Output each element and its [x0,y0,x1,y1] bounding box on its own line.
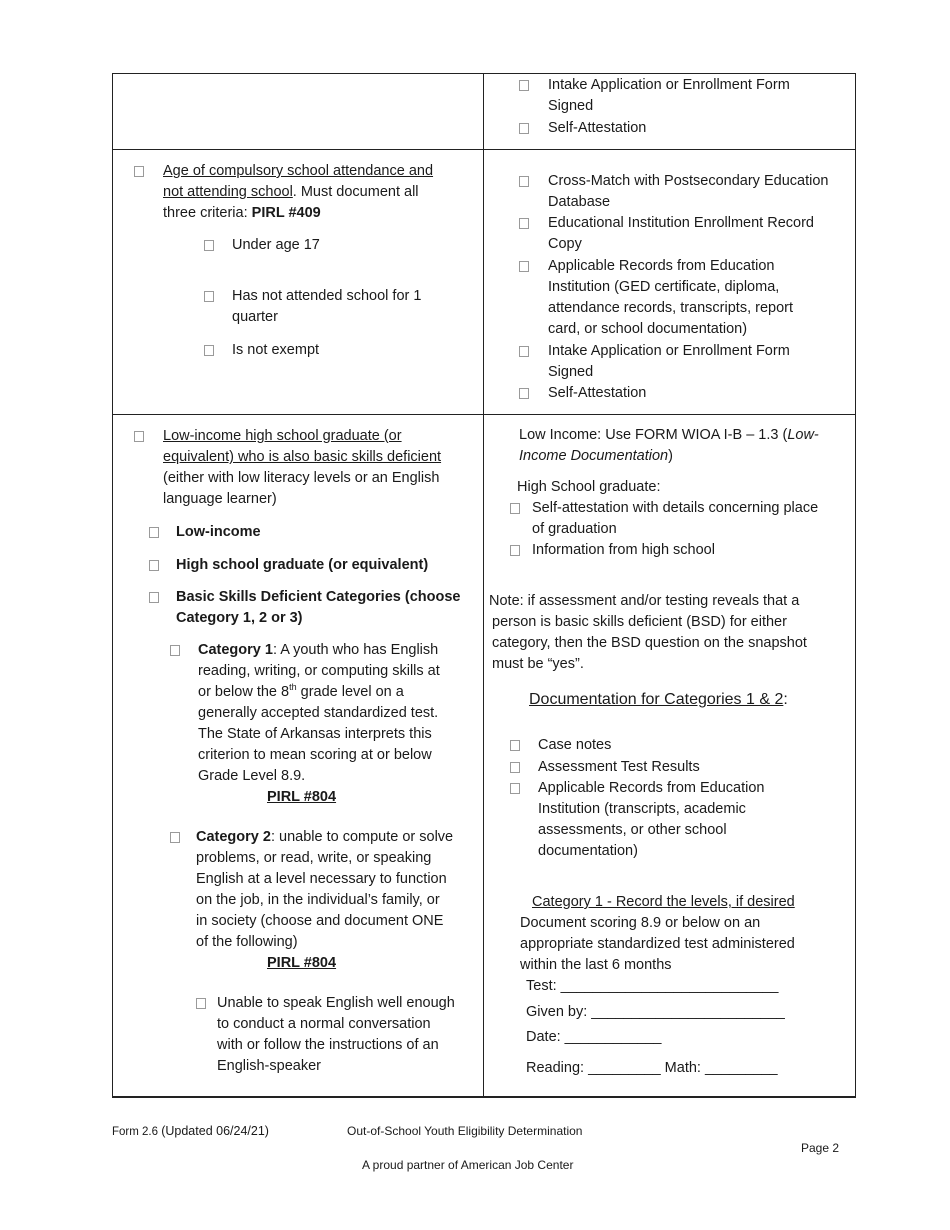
criterion-heading: equivalent) who is also basic skills deficient [163,449,442,465]
checkbox[interactable] [519,388,529,399]
checkbox[interactable] [510,503,520,514]
doc-item-text: Institution (GED certificate, diploma, [548,279,780,295]
criterion-text: Has not attended school for 1 [232,288,422,304]
record-text: within the last 6 months [520,957,672,973]
category-1-record-heading: Category 1 - Record the levels, if desired [532,894,795,910]
checkbox[interactable] [519,218,529,229]
record-text: appropriate standardized test administered [520,936,795,952]
category-1-text: or below the 8th grade level on a [198,682,404,700]
record-text: Document scoring 8.9 or below on an [520,915,761,931]
checkbox[interactable] [204,240,214,251]
low-income-label: Low-income [176,524,261,540]
checkbox[interactable] [510,545,520,556]
category-1-text: Category 1: A youth who has English [198,642,439,658]
category-1-text: The State of Arkansas interprets this [198,726,432,742]
category-1-text: generally accepted standardized test. [198,705,439,721]
given-by-field[interactable]: Given by: ________________________ [526,1004,785,1020]
category-2-text: of the following) [196,934,298,950]
column-divider [483,73,484,1097]
note-text: must be “yes”. [492,656,584,672]
sub-option-text: with or follow the instructions of an [217,1037,439,1053]
doc-item-text: Educational Institution Enrollment Record [548,215,814,231]
checkbox[interactable] [510,740,520,751]
form-number: Form 2.6 (Updated 06/24/21) [112,1124,269,1138]
pirl-code: PIRL #804 [267,789,337,805]
criterion-text: Is not exempt [232,342,320,358]
doc-item-text: of graduation [532,521,617,537]
date-field[interactable]: Date: ____________ [526,1029,662,1045]
checkbox[interactable] [170,832,180,843]
checkbox[interactable] [134,431,144,442]
category-1-text: Grade Level 8.9. [198,768,306,784]
note-text: category, then the BSD question on the snapshot [492,635,807,651]
sub-option-text: Unable to speak English well enough [217,995,455,1011]
sub-option-text: to conduct a normal conversation [217,1016,431,1032]
checkbox[interactable] [170,645,180,656]
doc-item-text: Database [548,194,611,210]
checkbox[interactable] [149,527,159,538]
category-2-text: problems, or read, write, or speaking [196,850,432,866]
doc-item-text: documentation) [538,843,638,859]
checkbox[interactable] [519,261,529,272]
reading-math-field[interactable]: Reading: _________ Math: _________ [526,1060,778,1076]
checkbox[interactable] [196,998,206,1009]
criterion-heading: (either with low literacy levels or an English [163,470,440,486]
checkbox[interactable] [519,346,529,357]
doc-item-text: Self-Attestation [548,385,647,401]
criterion-heading: Low-income high school graduate (or [163,428,402,444]
row-divider-2 [112,414,856,415]
doc-item-text: Signed [548,98,594,114]
criterion-text: Under age 17 [232,237,320,253]
test-field[interactable]: Test: ___________________________ [526,978,779,994]
page-number: Page 2 [801,1141,840,1155]
bsd-label: Category 1, 2 or 3) [176,610,303,626]
hs-grad-label: High school graduate (or equivalent) [176,557,429,573]
doc-item-text: Applicable Records from Education [548,258,775,274]
checkbox[interactable] [510,783,520,794]
doc-item-text: Assessment Test Results [538,759,700,775]
low-income-doc: Income Documentation) [519,448,673,464]
low-income-doc: Low Income: Use FORM WIOA I-B – 1.3 (Low- [519,427,819,443]
doc-item-text: Signed [548,364,594,380]
checkbox[interactable] [204,291,214,302]
category-2-text: Category 2: unable to compute or solve [196,829,454,845]
criterion-heading: three criteria: PIRL #409 [163,205,321,221]
criterion-heading: Age of compulsory school attendance and [163,163,434,179]
doc-item-text: Intake Application or Enrollment Form [548,343,790,359]
doc-item-text: Information from high school [532,542,715,558]
category-2-text: on the job, in the individual’s family, or [196,892,440,908]
form-title: Out-of-School Youth Eligibility Determination [347,1124,583,1138]
doc-item-text: Case notes [538,737,612,753]
note-text: person is basic skills deficient (BSD) for either [492,614,787,630]
documentation-title: Documentation for Categories 1 & 2: [529,691,788,708]
doc-item-text: card, or school documentation) [548,321,748,337]
note-text: Note: if assessment and/or testing reveals that a [489,593,800,609]
doc-item-text: Applicable Records from Education [538,780,765,796]
checkbox[interactable] [510,762,520,773]
doc-item-text: Self-attestation with details concerning place [532,500,819,516]
criterion-heading: not attending school. Must document all [163,184,419,200]
bsd-label: Basic Skills Deficient Categories (choose [176,589,461,605]
category-2-text: English at a level necessary to function [196,871,447,887]
row-divider-1 [112,149,856,150]
category-1-text: reading, writing, or computing skills at [198,663,440,679]
hs-grad-heading: High School graduate: [517,479,661,495]
doc-item-text: Institution (transcripts, academic [538,801,746,817]
criterion-heading: language learner) [163,491,277,507]
pirl-code: PIRL #409 [251,205,321,221]
checkbox[interactable] [149,592,159,603]
checkbox[interactable] [134,166,144,177]
checkbox[interactable] [519,80,529,91]
checkbox[interactable] [204,345,214,356]
category-1-text: criterion to mean scoring at or below [198,747,432,763]
checkbox[interactable] [519,123,529,134]
checkbox[interactable] [519,176,529,187]
category-2-text: in society (choose and document ONE [196,913,444,929]
doc-item-text: Self-Attestation [548,120,647,136]
doc-item-text: assessments, or other school [538,822,727,838]
doc-item-text: Cross-Match with Postsecondary Education [548,173,829,189]
doc-item-text: Copy [548,236,582,252]
partner-line: A proud partner of American Job Center [362,1158,574,1172]
pirl-code: PIRL #804 [267,955,337,971]
checkbox[interactable] [149,560,159,571]
doc-item-text: attendance records, transcripts, report [548,300,794,316]
sub-option-text: English-speaker [217,1058,321,1074]
doc-item-text: Intake Application or Enrollment Form [548,77,790,93]
criterion-text: quarter [232,309,278,325]
